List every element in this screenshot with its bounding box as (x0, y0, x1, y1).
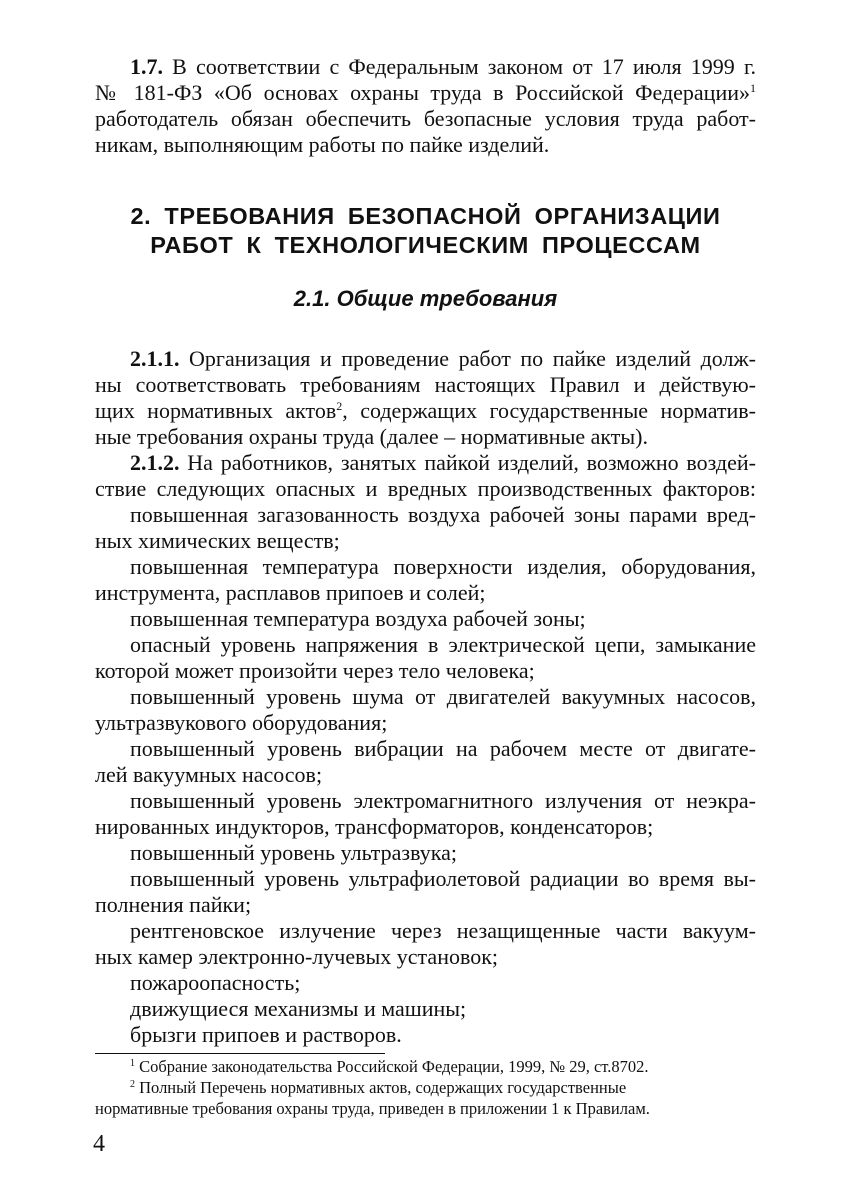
list-item-continuation: ультразвукового оборудования; (95, 710, 388, 735)
footnote-1: $^1$ Собрание законодательства Российской Федерации, 1999, № 29, ст.8702. (130, 1057, 649, 1076)
list-item: повышенная температура поверхности изделия, оборудования, (130, 554, 756, 579)
text-line: щих нормативных актов$^2$, содержащих государственные норматив- (95, 398, 757, 423)
text-line: ны соответствовать требованиям настоящих Правил и действую- (95, 372, 756, 397)
footnote-mark: 2 (130, 1079, 135, 1090)
list-item-continuation: полнения пайки; (95, 892, 252, 917)
list-item: пожароопасность; (130, 970, 301, 995)
clause-number: 2.1.2. (130, 450, 180, 475)
clause-number: 1.7. (130, 54, 163, 79)
list-item: повышенный уровень шума от двигателей вакуумных насосов, (130, 684, 756, 709)
footnote-divider (95, 1053, 385, 1054)
list-item: повышенная температура воздуха рабочей зоны; (130, 606, 586, 631)
list-item: движущиеся механизмы и машины; (130, 996, 467, 1021)
list-item: рентгеновское излучение через незащищенные части вакуум- (130, 918, 756, 943)
list-item-continuation: нированных индукторов, трансформаторов, конденсаторов; (95, 814, 654, 839)
text-line: ные требования охраны труда (далее – нормативные акты). (95, 424, 648, 449)
list-item: опасный уровень напряжения в электрической цепи, замыкание (130, 632, 756, 657)
list-item-continuation: инструмента, расплавов припоев и солей; (95, 580, 486, 605)
list-item: повышенный уровень ультразвука; (130, 840, 457, 865)
list-item-continuation: ных химических веществ; (95, 528, 340, 553)
footnote-ref: 2 (336, 399, 343, 413)
text-line: 2.1.1. Организация и проведение работ по пайке изделий долж- (130, 346, 756, 371)
list-item-continuation: лей вакуумных насосов; (95, 762, 323, 787)
subsection-title: 2.1. Общие требования (293, 286, 558, 311)
section-title-line-2: РАБОТ К ТЕХНОЛОГИЧЕСКИМ ПРОЦЕССАМ (150, 232, 701, 258)
list-item-continuation: которой может произойти через тело человека; (95, 658, 535, 683)
page-number: 4 (93, 1131, 105, 1157)
list-item: повышенный уровень вибрации на рабочем месте от двигате- (130, 736, 756, 761)
text-line: ствие следующих опасных и вредных производственных факторов: (95, 476, 756, 501)
list-item-continuation: ных камер электронно-лучевых установок; (95, 944, 499, 969)
footnote-2-continuation: нормативные требования охраны труда, приведен в приложении 1 к Правилам. (95, 1099, 650, 1118)
list-item: брызги припоев и растворов. (130, 1022, 402, 1047)
text-line: работодатель обязан обеспечить безопасные условия труда работ- (95, 106, 756, 131)
list-item: повышенный уровень ультрафиолетовой радиации во время вы- (130, 866, 756, 891)
footnote-mark: 1 (130, 1058, 135, 1069)
text-line: никам, выполняющим работы по пайке изделий. (95, 132, 550, 157)
text-line: № 181-ФЗ «Об основах охраны труда в Российской Федерации»$^1$ (95, 80, 756, 105)
section-title-line-1: 2. ТРЕБОВАНИЯ БЕЗОПАСНОЙ ОРГАНИЗАЦИИ (130, 203, 721, 229)
list-item: повышенная загазованность воздуха рабочей зоны парами вред- (130, 502, 756, 527)
clause-number: 2.1.1. (130, 346, 180, 371)
text-line: 1.7. В соответствии с Федеральным законом от 17 июля 1999 г. (130, 54, 756, 79)
footnote-ref: 1 (750, 81, 756, 95)
footnote-2: $^2$ Полный Перечень нормативных актов, содержащих государственные (130, 1078, 627, 1097)
text-line: 2.1.2. На работников, занятых пайкой изделий, возможно воздей- (130, 450, 756, 475)
list-item: повышенный уровень электромагнитного излучения от неэкра- (130, 788, 756, 813)
